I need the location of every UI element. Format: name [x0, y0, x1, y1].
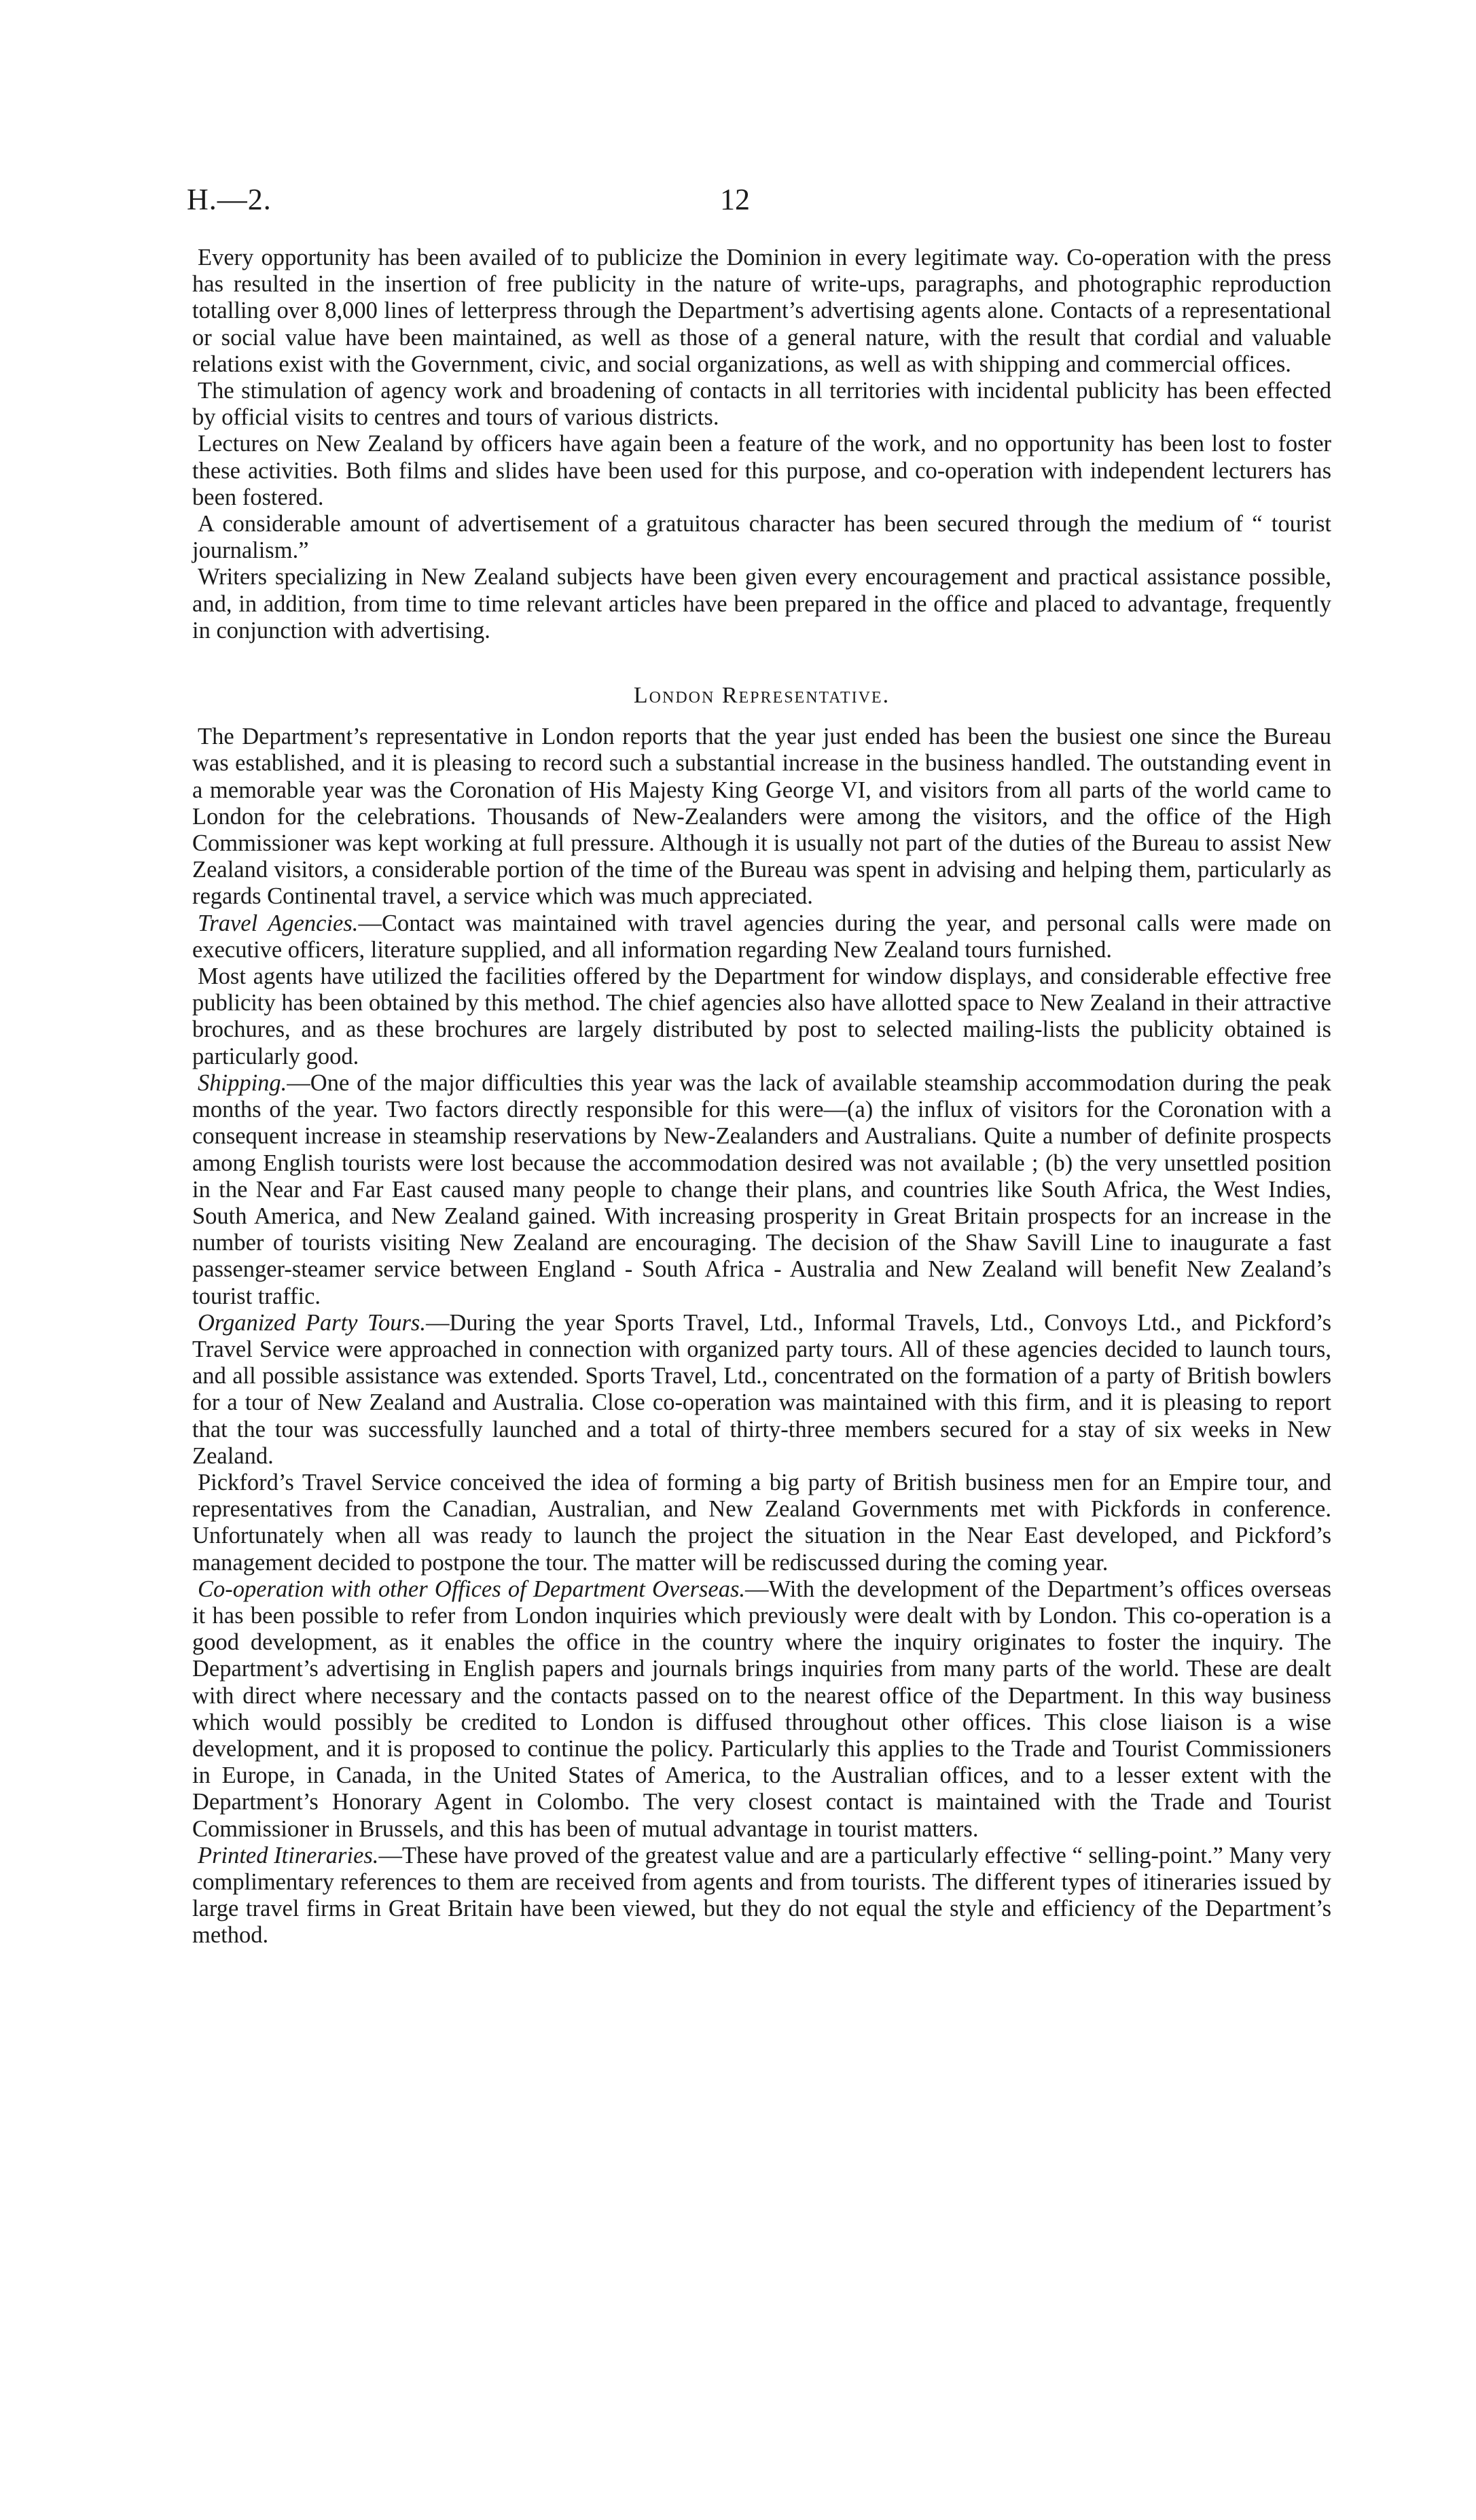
- body-paragraph: [192, 910, 1331, 963]
- page-number: 12: [720, 183, 750, 216]
- section-heading: London Representative.: [633, 683, 890, 709]
- body-paragraph: [192, 724, 1331, 910]
- document-reference: H.—2.: [187, 183, 272, 216]
- run-in-heading: Co-operation with other Offices of Department Overseas.: [198, 1576, 746, 1602]
- body-paragraph: Every opportunity has been availed of to publicize the Dominion in every legitimate way. Co-operation with the press has resulted in the insertion of free publicity in the nature of write-ups, paragraphs, and photographic reproduction totalling over 8,000 lines of letterpress through the Department’s advertising agents alone. Contacts of a representational or social value have been maintained, as well as those of a general nature, with the result that cordial and valuable relations exist with the Government, civic, and social organizations, as well as with shipping and commercial offices.: [192, 245, 1331, 377]
- body-paragraph: [192, 1310, 1331, 1470]
- page-body: [192, 245, 1331, 1949]
- body-paragraph: [192, 1576, 1331, 1843]
- run-in-heading: Shipping.: [198, 1069, 287, 1096]
- body-paragraph: [192, 963, 1331, 1070]
- body-paragraph: A considerable amount of advertisement of a gratuitous character has been secured through the medium of “ tourist journalism.”: [192, 511, 1331, 564]
- paragraph-text: The Department’s representative in London reports that the year just ended has been the busiest one since the Bureau was established, and it is pleasing to record such a substantial increase in the business handled. The outstanding event in a memorable year was the Coronation of His Majesty King George VI, and visitors from all parts of the world came to London for the celebrations. Thousands of New-Zealanders were among the visitors, and the office of the High Commissioner was kept working at full pressure. Although it is usually not part of the duties of the Bureau to assist New Zealand visitors, a considerable portion of the time of the Bureau was spent in advising and helping them, particularly as regards Continental travel, a service which was much appreciated.: [192, 724, 1331, 910]
- body-paragraph: [192, 1070, 1331, 1310]
- body-paragraph: The stimulation of agency work and broadening of contacts in all territories with incidental publicity has been effected by official visits to centres and tours of various districts.: [192, 378, 1331, 431]
- paragraph-text: —One of the major difficulties this year was the lack of available steamship accommodation during the peak months of the year. Two factors directly responsible for this were—(a) the influx of visitors for the Coronation with a consequent increase in steamship reservations by New-Zealanders and Australians. Quite a number of definite prospects among English tourists were lost because the accommodation desired was not available ; (b) the very unsettled position in the Near and Far East caused many people to change their plans, and countries like South Africa, the West Indies, South America, and New Zealand gained. With increasing prosperity in Great Britain prospects for an increase in the number of tourists visiting New Zealand are encouraging. The decision of the Shaw Savill Line to inaugurate a fast passenger-steamer service between England - South Africa - Australia and New Zealand will benefit New Zealand’s tourist traffic.: [192, 1069, 1331, 1309]
- body-paragraph: Writers specializing in New Zealand subjects have been given every encouragement and practical assistance possible, and, in addition, from time to time relevant articles have been prepared in the office and placed to advantage, frequently in conjunction with advertising.: [192, 564, 1331, 643]
- paragraph-text: —During the year Sports Travel, Ltd., Informal Travels, Ltd., Convoys Ltd., and Pickford’s Travel Service were approached in connection with organized party tours. All of these agencies decided to launch tours, and all possible assistance was extended. Sports Travel, Ltd., concentrated on the formation of a party of British bowlers for a tour of New Zealand and Australia. Close co-operation was maintained with this firm, and it is pleasing to report that the tour was successfully launched and a total of thirty-three members secured for a stay of six weeks in New Zealand.: [192, 1309, 1332, 1469]
- page-header: [0, 182, 1476, 223]
- paragraph-text: —Contact was maintained with travel agencies during the year, and personal calls were made on executive officers, literature supplied, and all information regarding New Zealand tours furnished.: [192, 910, 1331, 963]
- body-paragraph: Lectures on New Zealand by officers have again been a feature of the work, and no opportunity has been lost to foster these activities. Both films and slides have been used for this purpose, and co-operation with independent lecturers has been fostered.: [192, 431, 1331, 510]
- run-in-heading: Organized Party Tours.: [198, 1309, 426, 1336]
- paragraph-text: Most agents have utilized the facilities offered by the Department for window displays, and considerable effective free publicity has been obtained by this method. The chief agencies also have allotted space to New Zealand in their attractive brochures, and as these brochures are largely distributed by post to selected mailing-lists the publicity obtained is particularly good.: [192, 963, 1331, 1069]
- body-paragraph: [192, 1843, 1331, 1949]
- paragraph-text: —These have proved of the greatest value and are a particularly effective “ selling-point.” Many very complimentary references to them are received from agents and from tourists. The different types of itineraries issued by large travel firms in Great Britain have been viewed, but they do not equal the style and efficiency of the Department’s method.: [192, 1842, 1331, 1949]
- run-in-heading: Travel Agencies.: [198, 910, 359, 936]
- run-in-heading: Printed Itineraries.: [198, 1842, 379, 1868]
- paragraph-text: Pickford’s Travel Service conceived the idea of forming a big party of British business men for an Empire tour, and representatives from the Canadian, Australian, and New Zealand Governments met with Pickfords in conference. Unfortunately when all was ready to launch the project the situation in the Near East developed, and Pickford’s management decided to postpone the tour. The matter will be rediscussed during the coming year.: [192, 1469, 1331, 1576]
- paragraph-text: —With the development of the Department’s offices overseas it has been possible to refer from London inquiries which previously were dealt with by London. This co-operation is a good development, as it enables the office in the country where the inquiry originates to foster the inquiry. The Department’s advertising in English papers and journals brings inquiries from many parts of the world. These are dealt with direct where necessary and the contacts passed on to the nearest office of the Department. In this way business which would possibly be credited to London is diffused throughout other offices. This close liaison is a wise development, and it is proposed to continue the policy. Particularly this applies to the Trade and Tourist Commissioners in Europe, in Canada, in the United States of America, to the Australian offices, and to a lesser extent with the Department’s Honorary Agent in Colombo. The very closest contact is maintained with the Trade and Tourist Commissioner in Brussels, and this has been of mutual advantage in tourist matters.: [192, 1576, 1331, 1842]
- body-paragraph: [192, 1470, 1331, 1576]
